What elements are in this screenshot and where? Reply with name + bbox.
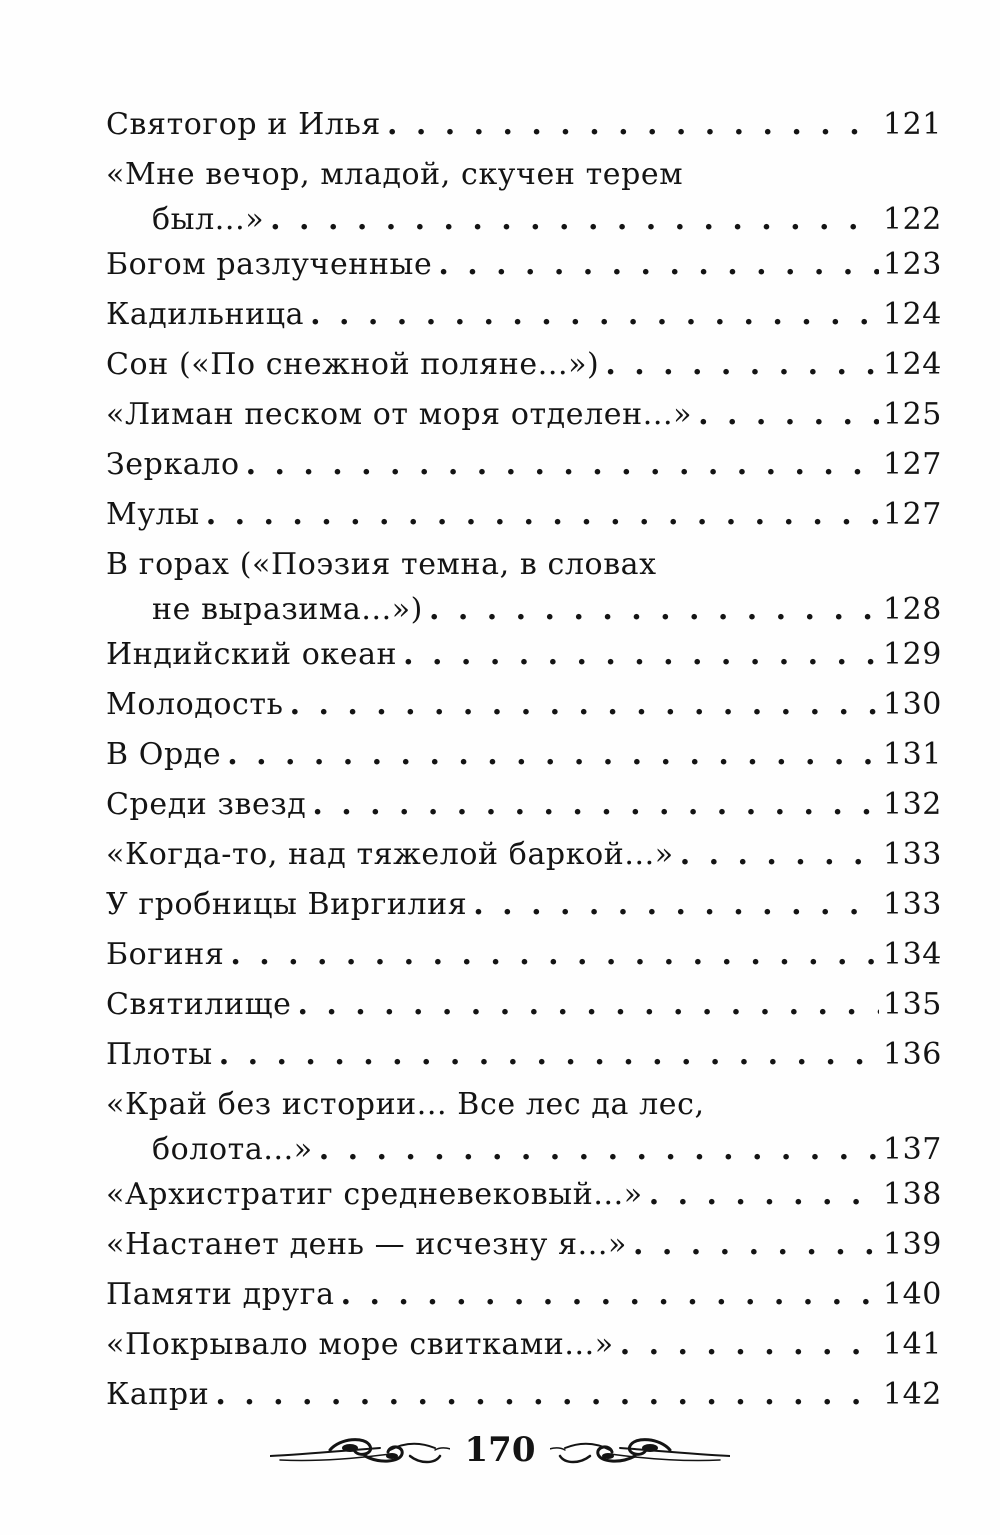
toc-entry-title-line1: «Край без истории... Все лес да лес, [106,1087,705,1122]
dot-leader [290,680,879,730]
toc-entry [106,1220,942,1270]
toc-entry-page: 125 [882,397,942,432]
toc-entry [106,680,942,730]
toc-entry-page: 140 [882,1277,942,1312]
dot-leader [206,490,879,540]
toc-entry [106,1080,942,1170]
toc-entry-title: Богиня [106,937,225,972]
toc-entry-title: Капри [106,1377,210,1412]
toc-entry-page: 127 [882,447,942,482]
toc-entry-title: Богом разлученные [106,247,433,282]
toc-entry [106,630,942,680]
toc-entry-page: 133 [882,837,942,872]
toc-entry-title: Мулы [106,497,200,532]
toc-entry-title: «Архистратиг средневековый...» [106,1177,643,1212]
toc-entry-title: Плоты [106,1037,213,1072]
toc-entry-title: «Покрывало море свитками...» [106,1327,614,1362]
toc-entry-page: 130 [882,687,942,722]
toc-entry [106,390,942,440]
page-number: 170 [450,1428,550,1472]
toc-entry-page: 137 [882,1132,942,1167]
dot-leader [310,290,879,340]
toc-entry-page: 128 [882,592,942,627]
toc-entry [106,440,942,490]
toc-entry-title: Индийский океан [106,637,398,672]
toc-entry [106,880,942,930]
toc-entry-page: 122 [882,202,942,237]
toc-entry-title: был...» [152,202,265,237]
dot-leader [680,830,879,880]
dot-leader [341,1270,879,1320]
dot-leader [403,630,879,680]
dot-leader [438,240,879,290]
toc-entry [106,150,942,240]
toc-entry-page: 138 [882,1177,942,1212]
toc-entry-page: 132 [882,787,942,822]
dot-leader [215,1370,879,1420]
toc-entry-page: 124 [882,297,942,332]
toc-entry [106,290,942,340]
toc-entry-title: У гробницы Виргилия [106,887,468,922]
toc-entry-title: Зеркало [106,447,240,482]
toc-entry-title: Кадильница [106,297,305,332]
dot-leader [387,100,879,150]
toc-entry-page: 139 [882,1227,942,1262]
toc-entry-page: 121 [882,107,942,142]
toc-entry-page: 124 [882,347,942,382]
dot-leader [698,390,879,440]
toc-entry [106,730,942,780]
toc-entry [106,1370,942,1420]
toc-entry-title: болота...» [152,1132,313,1167]
toc-entry-page: 131 [882,737,942,772]
dot-leader [429,590,879,630]
toc-entry [106,340,942,390]
dot-leader [605,340,879,390]
dot-leader [246,440,879,490]
toc-entry-title: «Настанет день — исчезну я...» [106,1227,628,1262]
dot-leader [230,930,879,980]
toc-entry [106,1270,942,1320]
toc-entry-title: Сон («По снежной поляне...») [106,347,600,382]
toc-entry [106,980,942,1030]
toc-entry [106,1320,942,1370]
toc-entry-page: 142 [882,1377,942,1412]
toc-entry-title: «Когда-то, над тяжелой баркой...» [106,837,674,872]
dot-leader [219,1030,879,1080]
toc-entry-page: 127 [882,497,942,532]
toc-entry-page: 136 [882,1037,942,1072]
page-footer [270,1420,730,1480]
toc-entry-page: 129 [882,637,942,672]
toc-entry-title: «Лиман песком от моря отделен...» [106,397,693,432]
dot-leader [227,730,879,780]
toc-entry-title: В Орде [106,737,222,772]
toc-entry-title: Святогор и Илья [106,107,381,142]
table-of-contents [106,100,942,1420]
toc-entry-page: 133 [882,887,942,922]
dot-leader [620,1320,879,1370]
toc-entry [106,490,942,540]
dot-leader [319,1130,879,1170]
toc-entry-title: Среди звезд [106,787,307,822]
toc-entry [106,930,942,980]
toc-entry-title: не выразима...») [152,592,423,627]
dot-leader [297,980,878,1030]
toc-entry-title: Святилище [106,987,292,1022]
toc-entry [106,540,942,630]
dot-leader [473,880,879,930]
toc-entry [106,780,942,830]
toc-entry-page: 135 [882,987,942,1022]
dot-leader [633,1220,879,1270]
toc-entry [106,830,942,880]
toc-entry [106,1170,942,1220]
toc-entry [106,100,942,150]
toc-entry-page: 123 [882,247,942,282]
dot-leader [312,780,879,830]
toc-entry-title-line1: «Мне вечор, младой, скучен терем [106,157,684,192]
toc-entry-title: Молодость [106,687,284,722]
dot-leader [270,200,879,240]
toc-entry-page: 141 [882,1327,942,1362]
toc-entry [106,1030,942,1080]
dot-leader [649,1170,879,1220]
toc-entry-page: 134 [882,937,942,972]
toc-entry-title: Памяти друга [106,1277,335,1312]
toc-entry [106,240,942,290]
toc-entry-title-line1: В горах («Поэзия темна, в словах [106,547,657,582]
